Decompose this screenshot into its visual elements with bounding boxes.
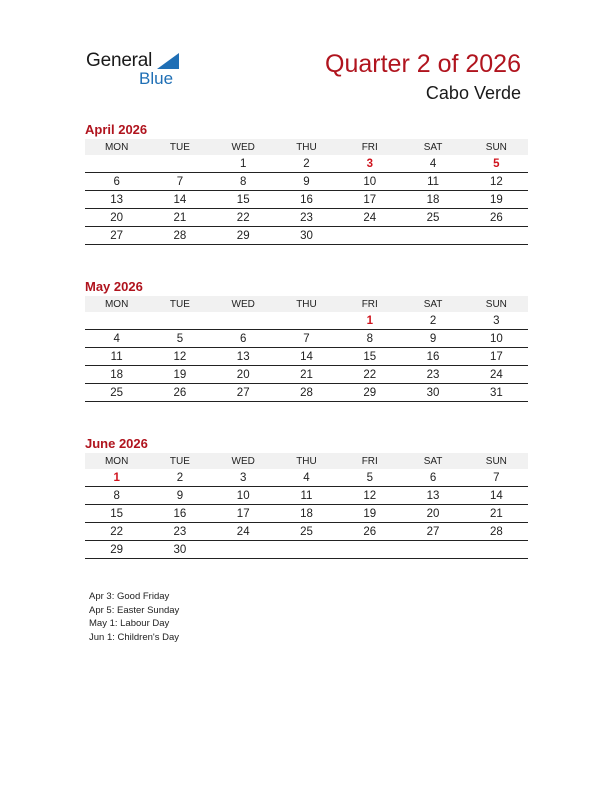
day-cell: 7 [148,173,211,191]
calendar-grid [85,139,528,245]
day-cell: 28 [275,384,338,402]
day-cell: 6 [212,330,275,348]
day-cell: 10 [465,330,528,348]
month-block-may [85,278,528,402]
week-row [85,523,528,541]
day-cell: 9 [148,487,211,505]
day-cell: 18 [401,191,464,209]
week-row [85,366,528,384]
day-cell: 14 [148,191,211,209]
day-cell: 26 [338,523,401,541]
day-cell: 9 [401,330,464,348]
day-cell: 17 [212,505,275,523]
day-cell: 30 [275,227,338,245]
day-cell: 19 [338,505,401,523]
holiday-note: Apr 5: Easter Sunday [89,604,180,616]
day-cell: 29 [212,227,275,245]
month-block-april [85,121,528,245]
empty-day-cell [148,155,211,173]
day-cell: 28 [465,523,528,541]
day-cell: 3 [465,312,528,330]
day-cell: 1 [212,155,275,173]
empty-day-cell [212,541,275,559]
weekday-header: TUE [148,296,211,312]
weekday-header: WED [212,139,275,155]
day-cell: 11 [85,348,148,366]
weekday-header: MON [85,139,148,155]
weekday-header: THU [275,296,338,312]
day-cell: 14 [275,348,338,366]
logo-general-text: General [86,50,153,71]
day-cell: 30 [148,541,211,559]
week-row [85,541,528,559]
day-cell: 15 [85,505,148,523]
calendar-grid [85,453,528,559]
empty-day-cell [85,155,148,173]
weekday-header-row [85,139,528,155]
day-cell: 1 [338,312,401,330]
empty-day-cell [85,312,148,330]
day-cell: 18 [275,505,338,523]
day-cell: 22 [212,209,275,227]
day-cell: 7 [275,330,338,348]
weekday-header: WED [212,296,275,312]
day-cell: 19 [465,191,528,209]
day-cell: 13 [85,191,148,209]
day-cell: 4 [275,469,338,487]
day-cell: 5 [338,469,401,487]
week-row [85,469,528,487]
day-cell: 12 [148,348,211,366]
day-cell: 24 [212,523,275,541]
day-cell: 19 [148,366,211,384]
month-block-june [85,435,528,559]
day-cell: 13 [212,348,275,366]
day-cell: 13 [401,487,464,505]
day-cell: 27 [401,523,464,541]
day-cell: 23 [275,209,338,227]
empty-day-cell [401,227,464,245]
weekday-header: FRI [338,453,401,469]
weekday-header: FRI [338,139,401,155]
day-cell: 11 [275,487,338,505]
day-cell: 12 [338,487,401,505]
day-cell: 28 [148,227,211,245]
day-cell: 15 [338,348,401,366]
week-row [85,312,528,330]
weekday-header: THU [275,139,338,155]
week-row [85,191,528,209]
country-name: Cabo Verde [425,83,521,103]
day-cell: 26 [148,384,211,402]
calendar-grid [85,296,528,402]
day-cell: 29 [338,384,401,402]
day-cell: 29 [85,541,148,559]
weekday-header: SAT [401,296,464,312]
day-cell: 21 [275,366,338,384]
day-cell: 24 [338,209,401,227]
week-row [85,505,528,523]
day-cell: 25 [85,384,148,402]
week-row [85,209,528,227]
empty-day-cell [338,227,401,245]
empty-day-cell [465,227,528,245]
day-cell: 4 [401,155,464,173]
day-cell: 22 [85,523,148,541]
day-cell: 24 [465,366,528,384]
day-cell: 30 [401,384,464,402]
day-cell: 20 [85,209,148,227]
day-cell: 15 [212,191,275,209]
day-cell: 5 [465,155,528,173]
day-cell: 5 [148,330,211,348]
weekday-header: SUN [465,139,528,155]
day-cell: 7 [465,469,528,487]
weekday-header: SUN [465,453,528,469]
day-cell: 2 [401,312,464,330]
day-cell: 3 [212,469,275,487]
day-cell: 18 [85,366,148,384]
day-cell: 10 [212,487,275,505]
week-row [85,330,528,348]
weekday-header: SAT [401,139,464,155]
weekday-header: TUE [148,139,211,155]
day-cell: 12 [465,173,528,191]
day-cell: 26 [465,209,528,227]
holiday-note: Apr 3: Good Friday [89,591,170,602]
month-title: April 2026 [85,122,148,137]
holiday-notes [89,590,179,644]
day-cell: 20 [401,505,464,523]
weekday-header: SAT [401,453,464,469]
day-cell: 8 [85,487,148,505]
day-cell: 6 [401,469,464,487]
empty-day-cell [275,541,338,559]
day-cell: 9 [275,173,338,191]
day-cell: 3 [338,155,401,173]
holiday-note: Jun 1: Children's Day [89,631,179,643]
day-cell: 2 [275,155,338,173]
week-row [85,173,528,191]
logo-triangle-icon [157,53,179,69]
day-cell: 2 [148,469,211,487]
weekday-header-row [85,453,528,469]
week-row [85,384,528,402]
page-title: Quarter 2 of 2026 [325,50,521,78]
day-cell: 25 [401,209,464,227]
weekday-header: MON [85,453,148,469]
weekday-header: MON [85,296,148,312]
empty-day-cell [275,312,338,330]
day-cell: 20 [212,366,275,384]
empty-day-cell [148,312,211,330]
week-row [85,227,528,245]
weekday-header-row [85,296,528,312]
weekday-header: SUN [465,296,528,312]
day-cell: 10 [338,173,401,191]
generalblue-logo [86,50,196,92]
empty-day-cell [212,312,275,330]
day-cell: 27 [85,227,148,245]
day-cell: 6 [85,173,148,191]
day-cell: 22 [338,366,401,384]
weekday-header: TUE [148,453,211,469]
weekday-header: FRI [338,296,401,312]
day-cell: 8 [212,173,275,191]
day-cell: 14 [465,487,528,505]
week-row [85,487,528,505]
day-cell: 17 [465,348,528,366]
day-cell: 23 [148,523,211,541]
day-cell: 16 [148,505,211,523]
day-cell: 16 [401,348,464,366]
week-row [85,155,528,173]
day-cell: 23 [401,366,464,384]
logo-blue-text: Blue [139,69,174,88]
day-cell: 17 [338,191,401,209]
day-cell: 4 [85,330,148,348]
week-row [85,348,528,366]
empty-day-cell [338,541,401,559]
month-title: June 2026 [85,436,148,451]
empty-day-cell [465,541,528,559]
holiday-note: May 1: Labour Day [89,618,170,629]
day-cell: 11 [401,173,464,191]
month-title: May 2026 [85,279,143,294]
day-cell: 31 [465,384,528,402]
weekday-header: WED [212,453,275,469]
day-cell: 21 [465,505,528,523]
day-cell: 21 [148,209,211,227]
empty-day-cell [401,541,464,559]
day-cell: 8 [338,330,401,348]
day-cell: 1 [85,469,148,487]
day-cell: 16 [275,191,338,209]
day-cell: 25 [275,523,338,541]
weekday-header: THU [275,453,338,469]
day-cell: 27 [212,384,275,402]
